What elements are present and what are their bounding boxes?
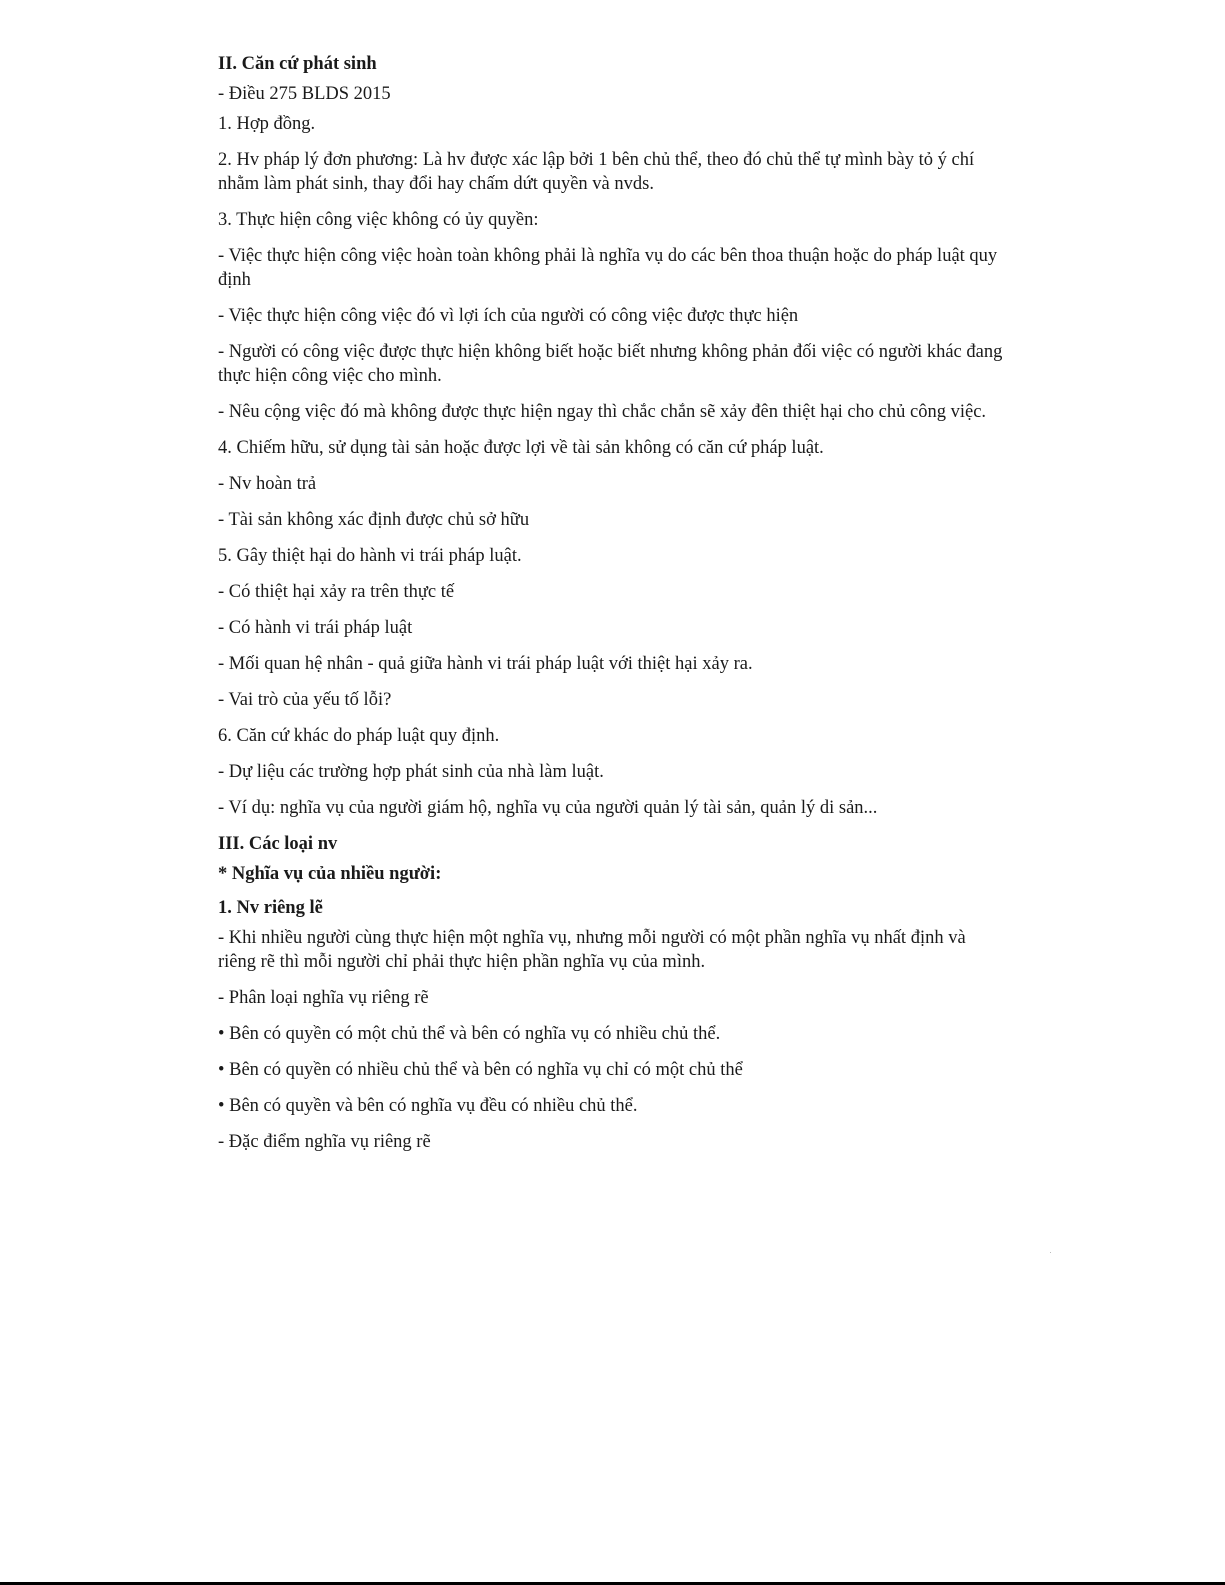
- section-heading: * Nghĩa vụ của nhiều người:: [218, 864, 442, 884]
- paragraph: - Vai trò của yếu tố lỗi?: [218, 690, 392, 710]
- paragraph: - Người có công việc được thực hiện không biết hoặc biết nhưng không phản đối việc có người khác đang thực hiện công việc cho mình.: [218, 342, 1003, 386]
- paragraph: - Khi nhiều người cùng thực hiện một nghĩa vụ, nhưng mỗi người có một phần nghĩa vụ nhất định và riêng rẽ thì mỗi người chỉ phải thực hiện phần nghĩa vụ của mình.: [218, 928, 966, 972]
- paragraph: - Tài sản không xác định được chủ sở hữu: [218, 510, 530, 530]
- paragraph: • Bên có quyền có một chủ thể và bên có nghĩa vụ có nhiều chủ thể.: [218, 1024, 721, 1044]
- paragraph: • Bên có quyền có nhiều chủ thể và bên có nghĩa vụ chỉ có một chủ thể: [218, 1060, 743, 1080]
- section-heading: II. Căn cứ phát sinh: [218, 54, 377, 74]
- paragraph: - Phân loại nghĩa vụ riêng rẽ: [218, 988, 429, 1008]
- paragraph: - Nv hoàn trả: [218, 474, 317, 494]
- paragraph: - Việc thực hiện công việc đó vì lợi ích của người có công việc được thực hiện: [218, 306, 799, 326]
- paragraph: 4. Chiếm hữu, sử dụng tài sản hoặc được lợi về tài sản không có căn cứ pháp luật.: [218, 438, 824, 458]
- paragraph: 5. Gây thiệt hại do hành vi trái pháp luật.: [218, 546, 522, 566]
- paragraph: - Mối quan hệ nhân - quả giữa hành vi trái pháp luật với thiệt hại xảy ra.: [218, 654, 753, 674]
- paragraph: - Việc thực hiện công việc hoàn toàn không phải là nghĩa vụ do các bên thoa thuận hoặc do pháp luật quy định: [218, 246, 998, 290]
- paragraph: - Nêu cộng việc đó mà không được thực hiện ngay thì chắc chắn sẽ xảy đên thiệt hại cho chủ công việc.: [218, 402, 987, 422]
- paragraph: - Có thiệt hại xảy ra trên thực tế: [218, 582, 455, 602]
- paragraph: 3. Thực hiện công việc không có ủy quyền:: [218, 210, 539, 230]
- paragraph: - Đặc điểm nghĩa vụ riêng rẽ: [218, 1132, 431, 1152]
- section-heading: III. Các loại nv: [218, 834, 338, 854]
- paragraph: • Bên có quyền và bên có nghĩa vụ đều có nhiều chủ thể.: [218, 1096, 638, 1116]
- paragraph: - Ví dụ: nghĩa vụ của người giám hộ, nghĩa vụ của người quản lý tài sản, quản lý di sản...: [218, 798, 878, 818]
- scan-speck: [1050, 1252, 1051, 1253]
- paragraph: 1. Hợp đồng.: [218, 114, 316, 134]
- paragraph: 6. Căn cứ khác do pháp luật quy định.: [218, 726, 500, 746]
- document-page: [218, 52, 1008, 1166]
- paragraph: - Dự liệu các trường hợp phát sinh của nhà làm luật.: [218, 762, 604, 782]
- paragraph: - Điều 275 BLDS 2015: [218, 84, 391, 104]
- section-heading: 1. Nv riêng lẽ: [218, 898, 323, 918]
- paragraph: - Có hành vi trái pháp luật: [218, 618, 413, 638]
- paragraph: 2. Hv pháp lý đơn phương: Là hv được xác lập bởi 1 bên chủ thể, theo đó chủ thể tự mình bày tỏ ý chí nhằm làm phát sinh, thay đổi hay chấm dứt quyền và nvds.: [218, 150, 975, 194]
